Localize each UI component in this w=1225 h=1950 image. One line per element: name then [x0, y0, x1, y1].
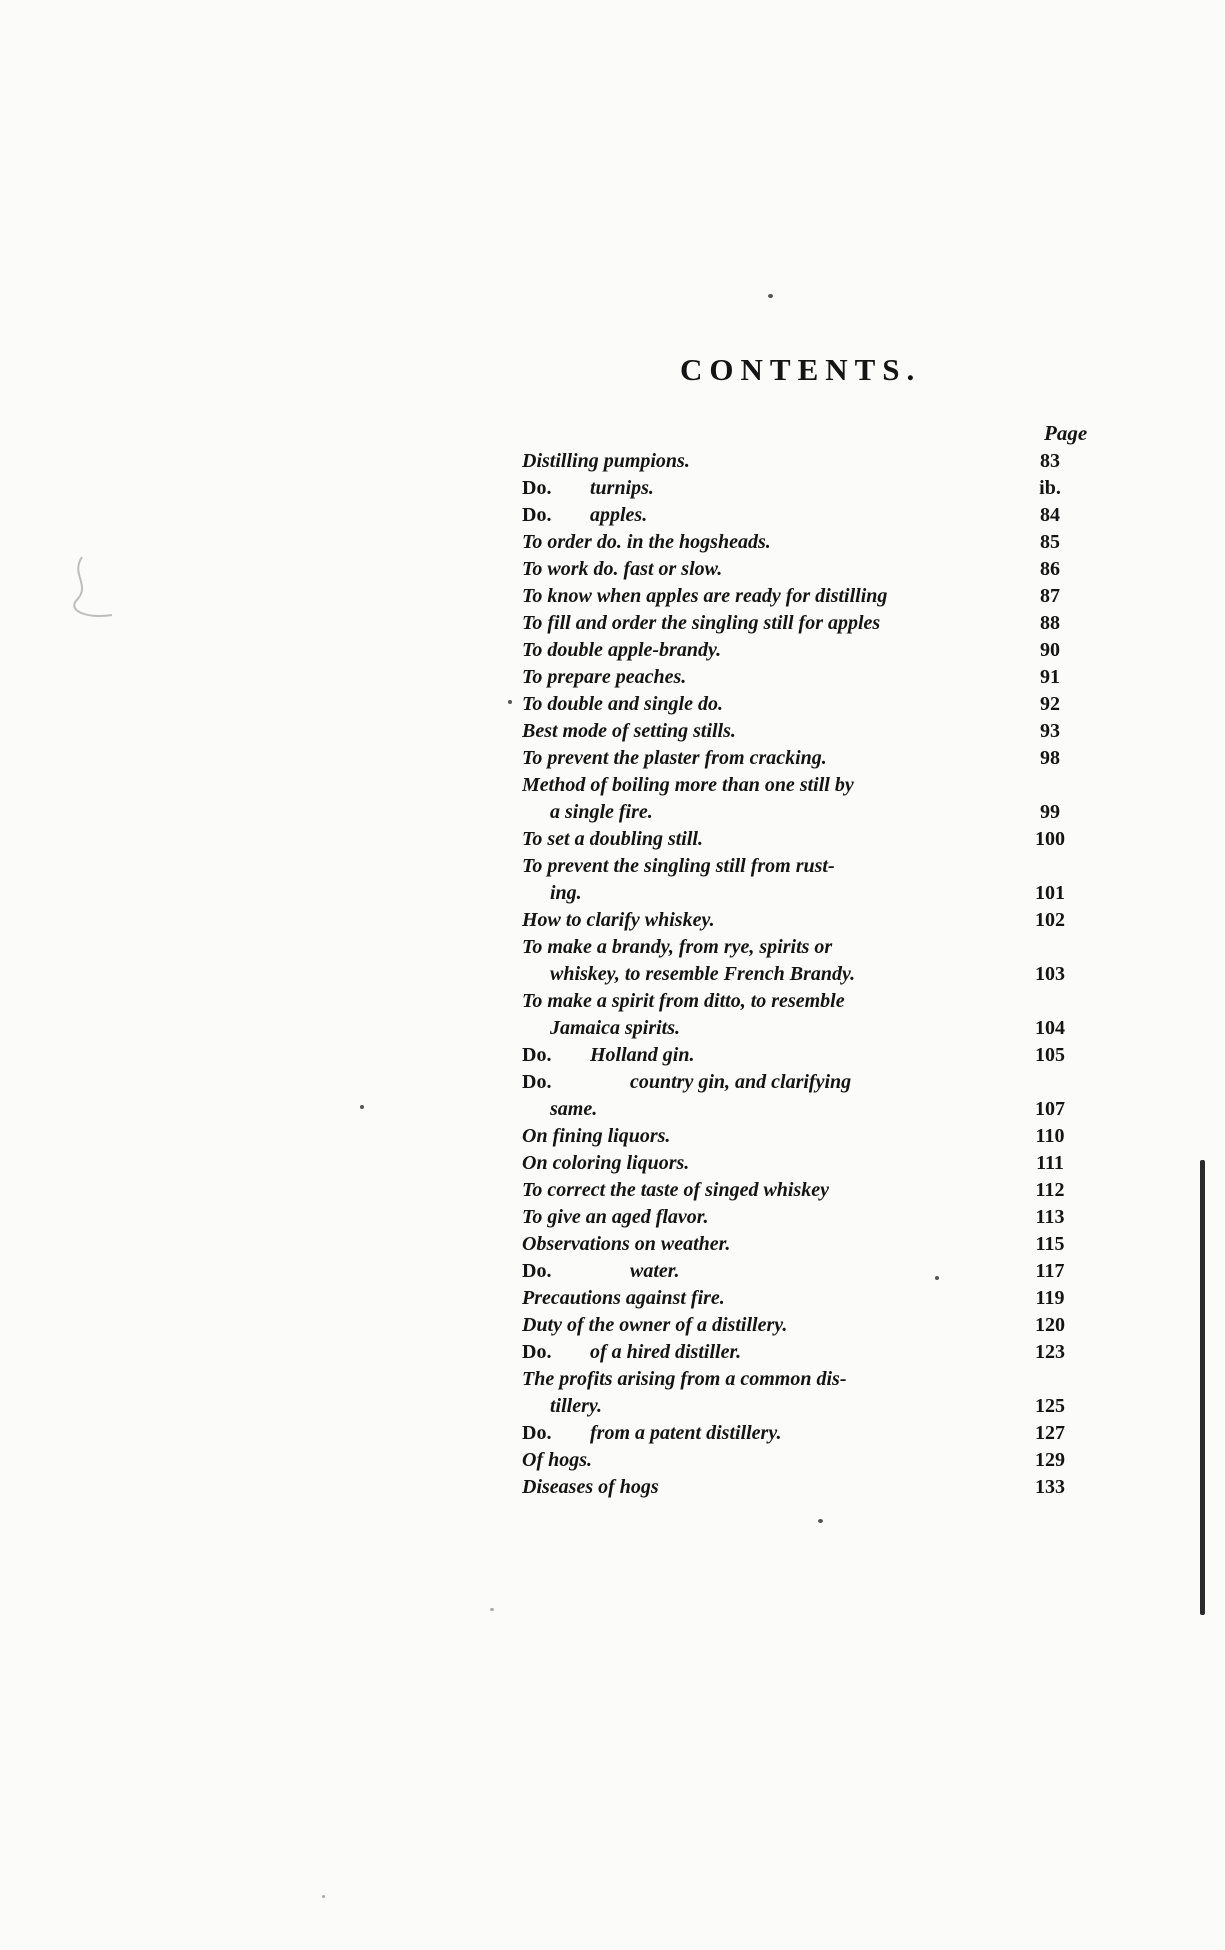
toc-page-number: 133: [1035, 1476, 1065, 1498]
toc-page-number: ib.: [1039, 477, 1061, 499]
speck: [818, 1519, 823, 1523]
toc-entry-line: [522, 826, 962, 853]
toc-entry: [522, 1339, 1102, 1366]
ditto-mark: Do.: [522, 1341, 552, 1363]
toc-entry-line: [522, 1312, 962, 1339]
speck: [360, 1105, 364, 1109]
toc-entry-text: To fill and order the singling still for apples: [522, 612, 881, 634]
toc-entry-line: [522, 880, 962, 907]
toc-entry-text: To make a spirit from ditto, to resemble: [522, 990, 845, 1012]
page-edge-shadow: [1200, 1160, 1205, 1615]
toc-entry-text: Method of boiling more than one still by: [522, 774, 854, 796]
toc-entry-text: tillery.: [550, 1395, 603, 1417]
toc-entry-text: To prevent the plaster from cracking.: [522, 747, 827, 769]
toc-entry: [522, 1312, 1102, 1339]
toc-entry-line: [522, 853, 962, 880]
toc-entry: [522, 907, 1102, 934]
toc-entry-line: [522, 637, 962, 664]
toc-page-number: 90: [1040, 639, 1060, 661]
toc-page-number: 92: [1040, 693, 1060, 715]
toc-entry: [522, 448, 1102, 475]
toc-entry-text: To prepare peaches.: [522, 666, 687, 688]
toc-entry-text: ing.: [550, 882, 582, 904]
toc-entry-text: The profits arising from a common dis-: [522, 1368, 847, 1390]
toc-page-number: 107: [1035, 1098, 1065, 1120]
toc-entry: [522, 1231, 1102, 1258]
toc-entry-text: water.: [630, 1260, 680, 1282]
toc-page-number: 111: [1036, 1152, 1064, 1174]
toc-entry-line: [522, 961, 962, 988]
toc-entry-text: To double apple-brandy.: [522, 639, 722, 661]
toc-entry-line: [522, 988, 962, 1015]
ditto-mark: Do.: [522, 1260, 552, 1282]
toc-entry: [522, 637, 1102, 664]
toc-page-number: 101: [1035, 882, 1065, 904]
toc-entry-line: [522, 556, 962, 583]
toc-entry-text: same.: [550, 1098, 598, 1120]
toc-entry-text: Holland gin.: [590, 1044, 695, 1066]
toc-entry: [522, 853, 1102, 907]
toc-entry-line: [522, 1150, 962, 1177]
toc-page-number: 99: [1040, 801, 1060, 823]
toc-entry-text: Of hogs.: [522, 1449, 593, 1471]
toc-page-number: 123: [1035, 1341, 1065, 1363]
toc-page-number: 86: [1040, 558, 1060, 580]
toc-entry: [522, 664, 1102, 691]
toc-entry-line: [522, 1204, 962, 1231]
toc-entry: [522, 1447, 1102, 1474]
toc-page-number: 120: [1035, 1314, 1065, 1336]
toc-entry-text: To set a doubling still.: [522, 828, 703, 850]
speck: [768, 294, 773, 298]
toc-page-number: 83: [1040, 450, 1060, 472]
toc-page-number: 104: [1035, 1017, 1065, 1039]
toc-entry-line: [522, 1258, 962, 1285]
toc-entry-line: [522, 1447, 962, 1474]
toc-entry: [522, 529, 1102, 556]
toc-page-number: 88: [1040, 612, 1060, 634]
toc-page-number: 129: [1035, 1449, 1065, 1471]
toc-entry-text: To correct the taste of singed whiskey: [522, 1179, 830, 1201]
speck: [322, 1895, 325, 1898]
toc-page-number: 84: [1040, 504, 1060, 526]
toc-page-number: 113: [1035, 1206, 1065, 1228]
toc-entry-line: [522, 529, 962, 556]
toc-page-number: 87: [1040, 585, 1060, 607]
toc-entry: [522, 1042, 1102, 1069]
toc-entry-text: Observations on weather.: [522, 1233, 731, 1255]
toc-entry: [522, 1204, 1102, 1231]
ditto-mark: Do.: [522, 1044, 552, 1066]
toc-page-number: 100: [1035, 828, 1065, 850]
toc-entry: [522, 1258, 1102, 1285]
ditto-mark: Do.: [522, 504, 552, 526]
speck: [935, 1276, 939, 1280]
toc-entry: [522, 502, 1102, 529]
toc-entry: [522, 1150, 1102, 1177]
toc-entry-line: [522, 1042, 962, 1069]
toc-entry: [522, 475, 1102, 502]
toc-page-number: 127: [1035, 1422, 1065, 1444]
toc-entry-text: a single fire.: [550, 801, 653, 823]
toc-entry-text: country gin, and clarifying: [630, 1071, 852, 1093]
toc-entry-line: [522, 745, 962, 772]
toc-entry-text: Diseases of hogs: [522, 1476, 659, 1498]
toc-entry-line: [522, 907, 962, 934]
toc-entry-text: Precautions against fire.: [522, 1287, 725, 1309]
toc-page-number: 115: [1035, 1233, 1065, 1255]
toc-entry-line: [522, 583, 962, 610]
toc-entry: [522, 934, 1102, 988]
toc-page-number: 98: [1040, 747, 1060, 769]
toc-entry-line: [522, 1420, 962, 1447]
toc-entry-text: Distilling pumpions.: [522, 450, 690, 472]
speck: [508, 700, 512, 704]
toc-entry-line: [522, 1393, 962, 1420]
ditto-mark: Do.: [522, 477, 552, 499]
toc-entry-line: [522, 448, 962, 475]
toc-page-number: 119: [1035, 1287, 1065, 1309]
toc-entry-text: Duty of the owner of a distillery.: [522, 1314, 788, 1336]
toc-page-number: 110: [1035, 1125, 1065, 1147]
toc-entry: [522, 583, 1102, 610]
toc-entry-text: On fining liquors.: [522, 1125, 671, 1147]
toc-entry-text: To know when apples are ready for distilling: [522, 585, 888, 607]
toc-entry-text: On coloring liquors.: [522, 1152, 690, 1174]
toc-entry: [522, 691, 1102, 718]
page-title: CONTENTS.: [680, 352, 922, 387]
toc-entry: [522, 718, 1102, 745]
toc-entry: [522, 988, 1102, 1042]
toc-entry-text: turnips.: [590, 477, 654, 499]
toc-entry-line: [522, 1474, 962, 1501]
toc-entry: [522, 772, 1102, 826]
toc-entry-text: whiskey, to resemble French Brandy.: [550, 963, 856, 985]
toc-entry-line: [522, 1339, 962, 1366]
toc-entry-line: [522, 1096, 962, 1123]
toc-entry-text: To double and single do.: [522, 693, 723, 715]
toc-entry-text: To order do. in the hogsheads.: [522, 531, 771, 553]
toc-entry-line: [522, 475, 962, 502]
toc-entry-line: [522, 718, 962, 745]
toc-entry-text: To work do. fast or slow.: [522, 558, 723, 580]
toc-page-number: 103: [1035, 963, 1065, 985]
page-column-header: Page: [1044, 421, 1088, 445]
toc-entry-line: [522, 664, 962, 691]
toc-entry-text: To make a brandy, from rye, spirits or: [522, 936, 833, 958]
ditto-mark: Do.: [522, 1422, 552, 1444]
toc-page-number: 125: [1035, 1395, 1065, 1417]
toc-entry-line: [522, 1366, 962, 1393]
toc-entry-line: [522, 691, 962, 718]
toc-entry-line: [522, 502, 962, 529]
toc-page-number: 102: [1035, 909, 1065, 931]
toc-page-number: 91: [1040, 666, 1060, 688]
toc-entry: [522, 1420, 1102, 1447]
toc-page-number: 105: [1035, 1044, 1065, 1066]
toc-page-number: 117: [1035, 1260, 1065, 1282]
toc-page-number: 93: [1040, 720, 1060, 742]
toc-entry-line: [522, 1231, 962, 1258]
toc-page-number: 112: [1035, 1179, 1065, 1201]
speck: [490, 1608, 494, 1611]
toc-entry-line: [522, 934, 962, 961]
toc-entry: [522, 556, 1102, 583]
toc-entry-text: Best mode of setting stills.: [522, 720, 736, 742]
toc-entry: [522, 1285, 1102, 1312]
toc-entry-line: [522, 772, 962, 799]
toc-entry-line: [522, 1177, 962, 1204]
toc-entry-line: [522, 1069, 962, 1096]
toc-entry: [522, 1123, 1102, 1150]
toc-entry: [522, 826, 1102, 853]
toc-entry-text: of a hired distiller.: [590, 1341, 742, 1363]
toc-entry-text: To prevent the singling still from rust-: [522, 855, 835, 877]
toc-entry-text: To give an aged flavor.: [522, 1206, 709, 1228]
table-of-contents: [522, 448, 1102, 1501]
toc-entry-text: Jamaica spirits.: [550, 1017, 681, 1039]
toc-entry-text: How to clarify whiskey.: [522, 909, 715, 931]
toc-entry-line: [522, 799, 962, 826]
toc-entry-text: from a patent distillery.: [590, 1422, 782, 1444]
toc-entry: [522, 1474, 1102, 1501]
stray-pencil-mark: [62, 555, 122, 625]
toc-entry: [522, 1366, 1102, 1420]
toc-entry: [522, 1069, 1102, 1123]
toc-entry: [522, 1177, 1102, 1204]
ditto-mark: Do.: [522, 1071, 552, 1093]
toc-entry-line: [522, 1015, 962, 1042]
toc-entry: [522, 745, 1102, 772]
toc-page-number: 85: [1040, 531, 1060, 553]
toc-entry: [522, 610, 1102, 637]
toc-entry-text: apples.: [590, 504, 648, 526]
toc-entry-line: [522, 610, 962, 637]
toc-entry-line: [522, 1123, 962, 1150]
toc-entry-line: [522, 1285, 962, 1312]
